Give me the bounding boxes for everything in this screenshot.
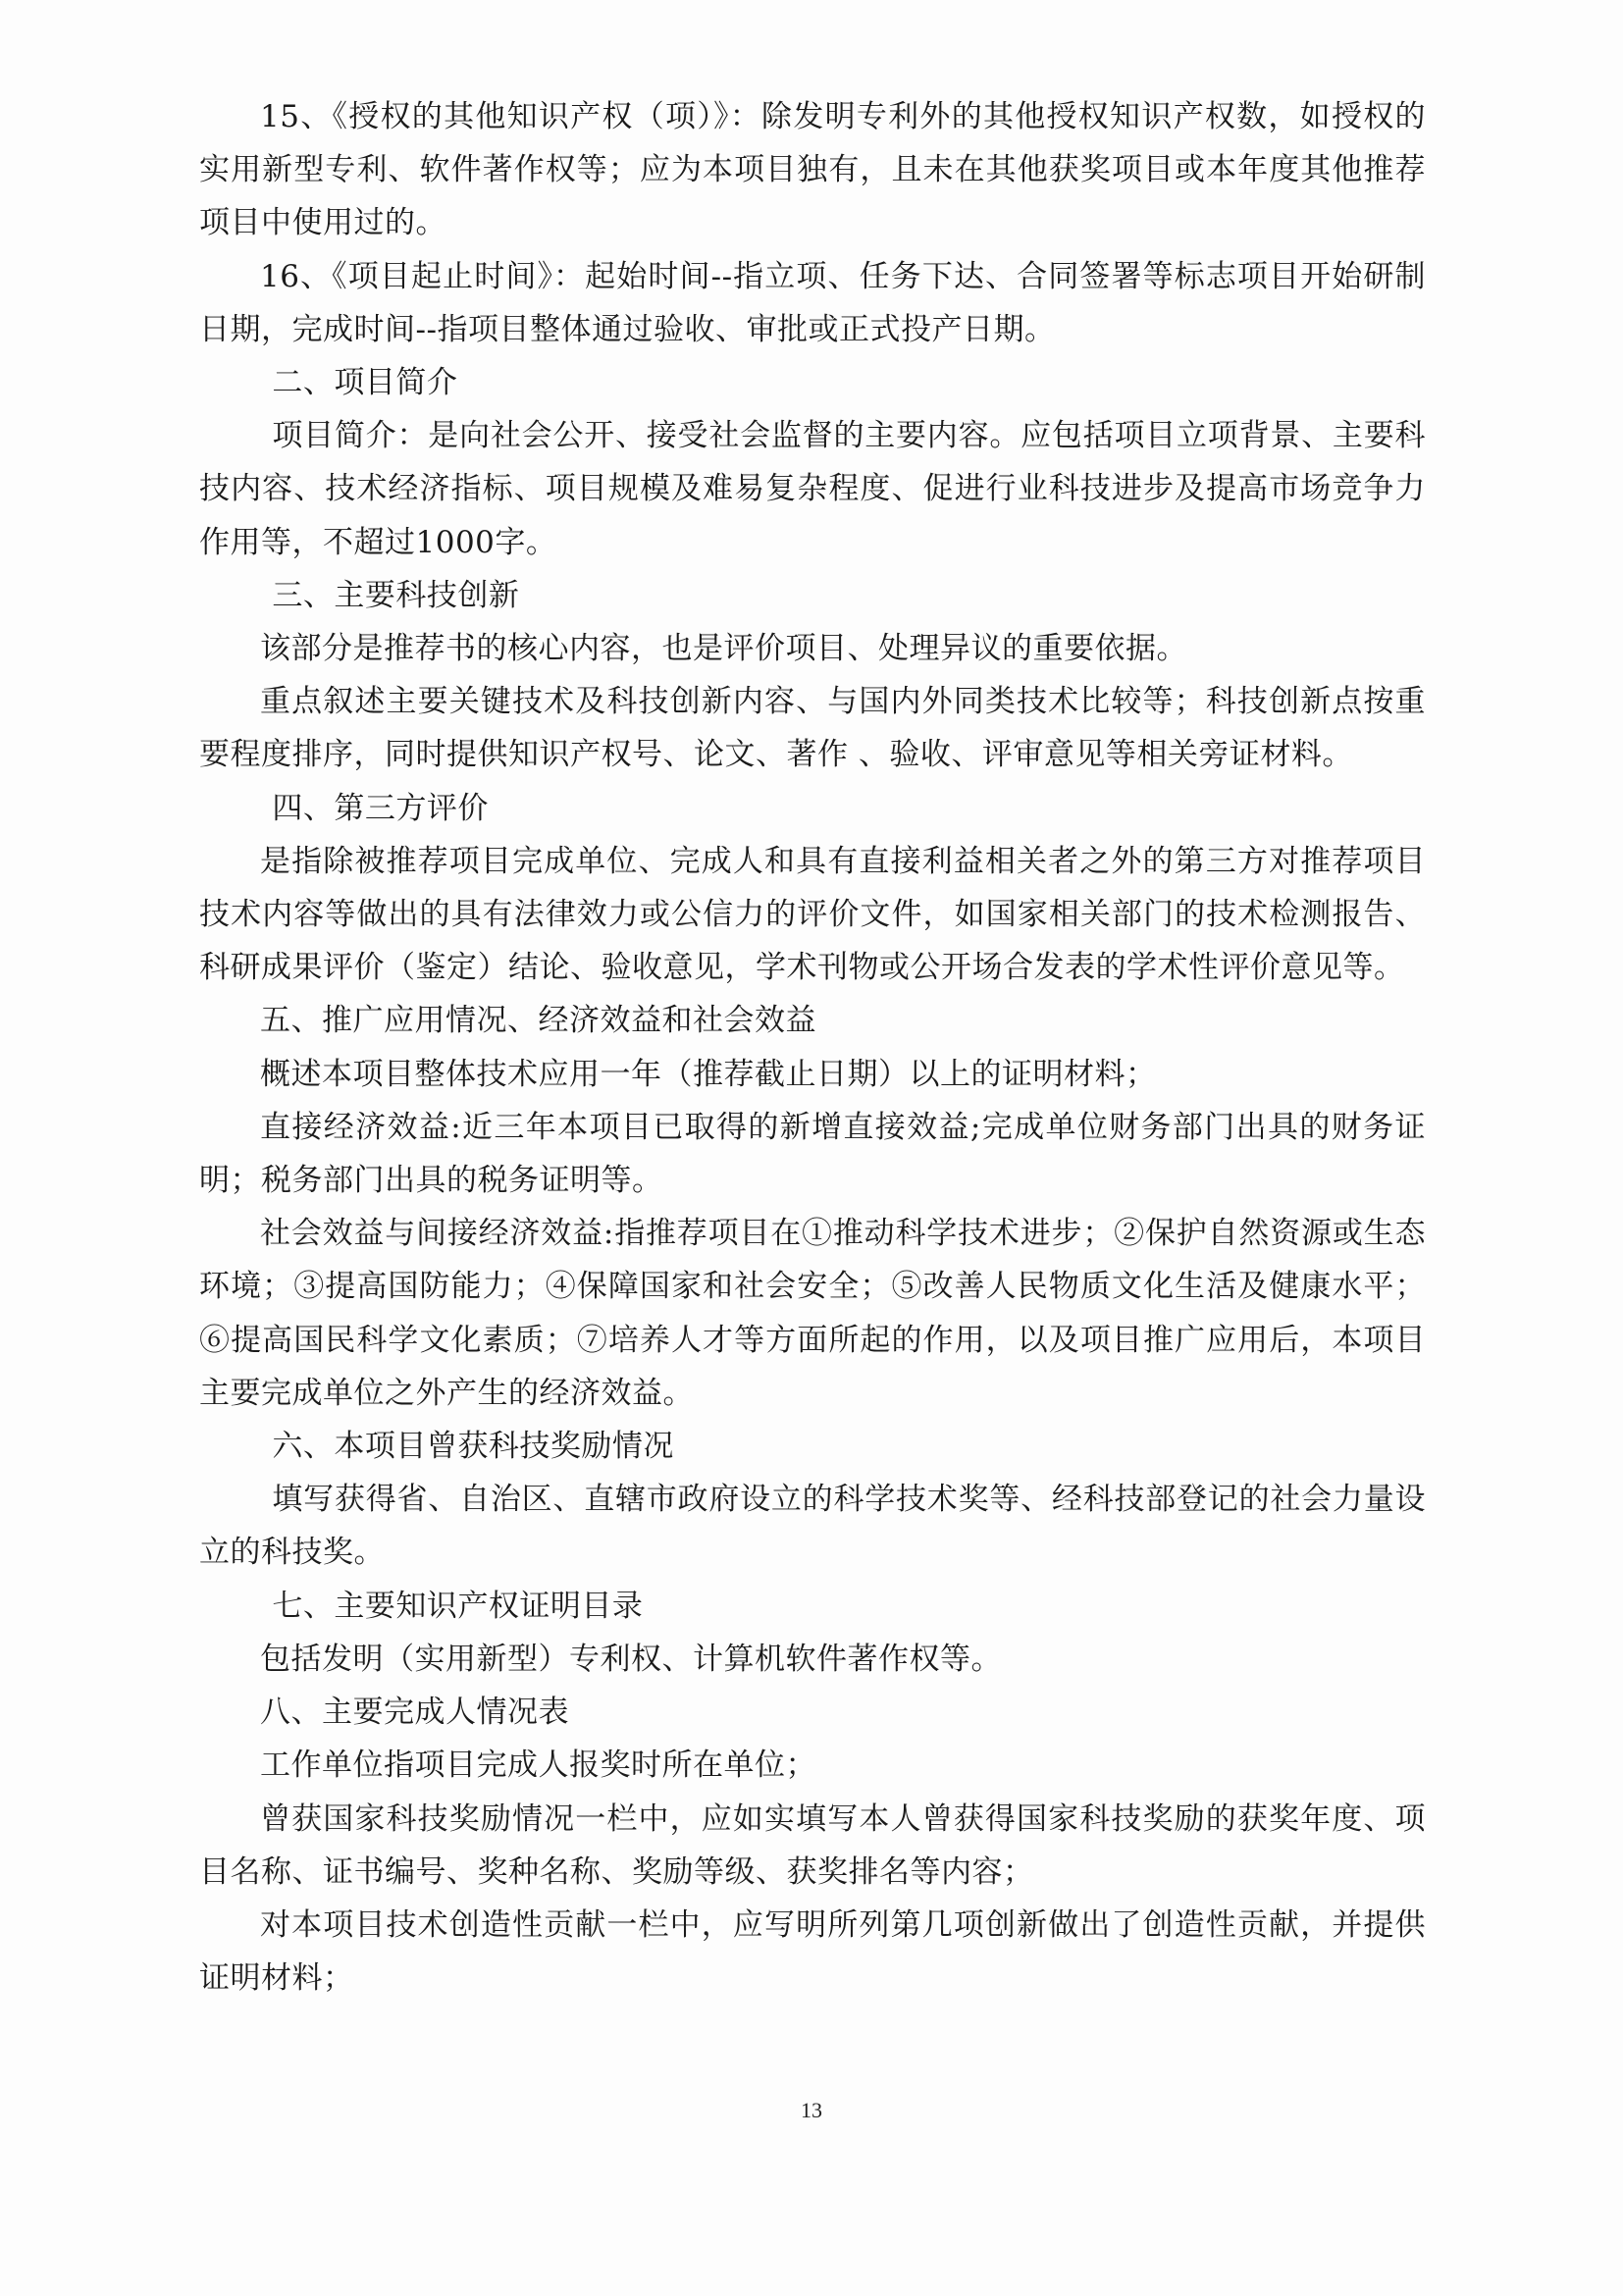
paragraph-national-awards: 曾获国家科技奖励情况一栏中，应如实填写本人曾获得国家科技奖励的获奖年度、项目名称、证书编号、奖种名称、奖励等级、获奖排名等内容； [199,1800,1426,1890]
section-heading-benefits: 五、推广应用情况、经济效益和社会效益 [260,1003,816,1039]
paragraph-awards: 填写获得省、自治区、直辖市政府设立的科学技术奖等、经科技部登记的社会力量设立的科技奖。 [199,1482,1426,1571]
paragraph-work-unit: 工作单位指项目完成人报奖时所在单位； [260,1748,816,1784]
paragraph-ip-list: 包括发明（实用新型）专利权、计算机软件著作权等。 [260,1641,1002,1677]
section-heading-ip-list: 七、主要知识产权证明目录 [272,1588,644,1624]
paragraph-social-benefit: 社会效益与间接经济效益:指推荐项目在①推动科学技术进步；②保护自然资源或生态环境；③提高国防能力；④保障国家和社会安全；⑤改善人民物质文化生活及健康水平；⑥提高国民科学文化素质；⑦培养人才等方面所起的作用，以及项目推广应用后，本项目主要完成单位之外产生的经济效益。 [199,1216,1426,1411]
paragraph-project-summary: 项目简介：是向社会公开、接受社会监督的主要内容。应包括项目立项背景、主要科技内容、技术经济指标、项目规模及难易复杂程度、促进行业科技进步及提高市场竞争力作用等，不超过1000字。 [199,418,1426,560]
paragraph-application-proof: 概述本项目整体技术应用一年（推荐截止日期）以上的证明材料； [260,1056,1157,1092]
paragraph-authorized-ip: 15、《授权的其他知识产权（项）》：除发明专利外的其他授权知识产权数，如授权的实用新型专利、软件著作权等；应为本项目独有，且未在其他获奖项目或本年度其他推荐项目中使用过的。 [199,99,1426,241]
paragraph-project-dates: 16、《项目起止时间》：起始时间--指立项、任务下达、合同签署等标志项目开始研制日期，完成时间--指项目整体通过验收、审批或正式投产日期。 [199,258,1426,347]
paragraph-innovation-core: 该部分是推荐书的核心内容，也是评价项目、处理异议的重要依据。 [260,631,1187,667]
section-heading-awards: 六、本项目曾获科技奖励情况 [272,1429,674,1465]
section-heading-third-party: 四、第三方评价 [272,790,489,826]
section-heading-project-summary: 二、项目简介 [272,365,458,401]
document-body [199,90,1426,2005]
paragraph-third-party: 是指除被推荐项目完成单位、完成人和具有直接利益相关者之外的第三方对推荐项目技术内容等做出的具有法律效力或公信力的评价文件，如国家相关部门的技术检测报告、科研成果评价（鉴定）结论、验收意见，学术刊物或公开场合发表的学术性评价意见等。 [199,843,1426,986]
paragraph-creative-contribution: 对本项目技术创造性贡献一栏中，应写明所列第几项创新做出了创造性贡献，并提供证明材料； [199,1906,1426,1997]
paragraph-innovation-detail: 重点叙述主要关键技术及科技创新内容、与国内外同类技术比较等；科技创新点按重要程度排序，同时提供知识产权号、论文、著作 、验收、评审意见等相关旁证材料。 [199,684,1426,773]
section-heading-main-innovation: 三、主要科技创新 [272,577,520,613]
page-number: 13 [801,2098,822,2122]
paragraph-direct-benefit: 直接经济效益:近三年本项目已取得的新增直接效益;完成单位财务部门出具的财务证明；税务部门出具的税务证明等。 [199,1109,1426,1199]
section-heading-contributors: 八、主要完成人情况表 [260,1695,569,1731]
